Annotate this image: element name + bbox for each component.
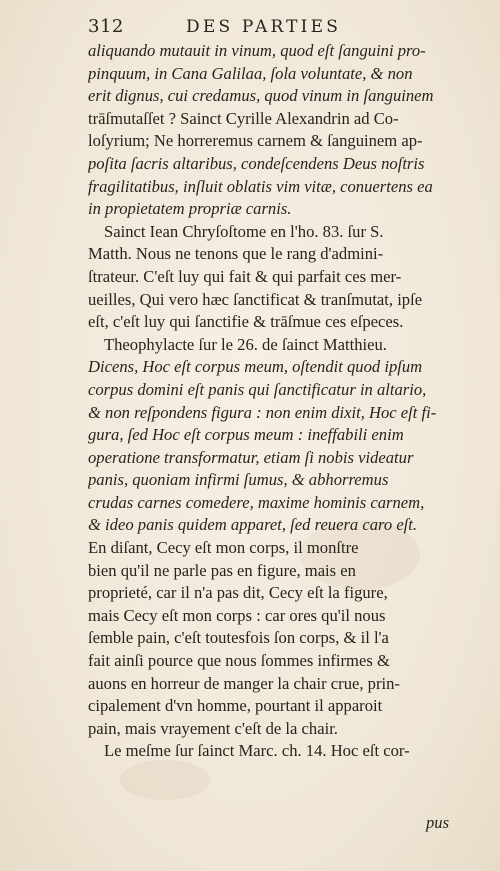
text-line: auons en horreur de manger la chair crue, prin- xyxy=(88,673,400,693)
text-line: ſemble pain, c'eſt toutesfois ſon corps, & il l'a xyxy=(88,628,389,648)
running-head: DES PARTIES xyxy=(186,17,342,37)
text-line: crudas carnes comedere, maxime hominis carnem, xyxy=(88,492,425,512)
text-line: Sainct Iean Chryſoſtome en l'ho. 83. ſur S. xyxy=(104,221,384,241)
body-text xyxy=(88,40,478,763)
page-number: 312 xyxy=(88,16,124,37)
text-line: En diſant, Cecy eſt mon corps, il monſtre xyxy=(88,538,359,558)
text-line: fragilitatibus, inſluit oblatis vim vitæ, conuertens ea xyxy=(88,176,433,196)
paper-stain xyxy=(120,760,210,800)
catchword: pus xyxy=(426,813,450,832)
text-line: ſtrateur. C'eſt luy qui fait & qui parfait ces mer- xyxy=(88,266,402,286)
text-line: trāſmutaſſet ? Sainct Cyrille Alexandrin ad Co- xyxy=(88,108,399,128)
text-line: mais Cecy eſt mon corps : car ores qu'il nous xyxy=(88,605,386,625)
text-line: Le meſme ſur ſainct Marc. ch. 14. Hoc eſt cor- xyxy=(104,741,410,761)
text-line: bien qu'il ne parle pas en figure, mais en xyxy=(88,560,356,580)
text-line: loſyrium; Ne horreremus carnem & ſanguinem ap- xyxy=(88,131,423,151)
text-line: proprieté, car il n'a pas dit, Cecy eſt la figure, xyxy=(88,583,388,603)
page-header xyxy=(88,16,478,42)
text-line: erit dignus, cui credamus, quod vinum in ſanguinem xyxy=(88,86,434,106)
text-line: operatione transformatur, etiam ſi nobis videatur xyxy=(88,447,414,467)
text-line: panis, quoniam infirmi ſumus, & abhorremus xyxy=(88,470,389,490)
text-line: ueilles, Qui vero hæc ſanctificat & tranſmutat, ipſe xyxy=(88,289,423,309)
text-line: poſita ſacris altaribus, condeſcendens Deus noſtris xyxy=(88,153,425,173)
text-line: aliquando mutauit in vinum, quod eſt ſanguini pro- xyxy=(88,41,426,60)
text-line: Theophylacte ſur le 26. de ſainct Matthieu. xyxy=(104,334,387,354)
text-line: fait ainſi pource que nous ſommes infirmes & xyxy=(88,651,390,671)
text-line: eſt, c'eſt luy qui ſanctifie & trāſmue ces eſpeces. xyxy=(88,312,404,332)
text-line: Dicens, Hoc eſt corpus meum, oſtendit quod ipſum xyxy=(88,357,423,377)
text-line: corpus domini eſt panis qui ſanctificatur in altario, xyxy=(88,379,427,399)
text-line: in propietatem propriæ carnis. xyxy=(88,199,292,219)
text-line: pain, mais vrayement c'eſt de la chair. xyxy=(88,718,338,738)
text-line: Matth. Nous ne tenons que le rang d'admini- xyxy=(88,244,384,264)
text-line: cipalement d'vn homme, pourtant il apparoit xyxy=(88,696,383,716)
text-line: & non reſpondens figura : non enim dixit, Hoc eſt fi- xyxy=(88,402,437,422)
text-line: & ideo panis quidem apparet, ſed reuera caro eſt. xyxy=(88,515,418,535)
text-line: gura, ſed Hoc eſt corpus meum : ineffabili enim xyxy=(88,425,404,445)
text-line: pinquum, in Cana Galilaa, ſola voluntate, & non xyxy=(88,63,413,83)
